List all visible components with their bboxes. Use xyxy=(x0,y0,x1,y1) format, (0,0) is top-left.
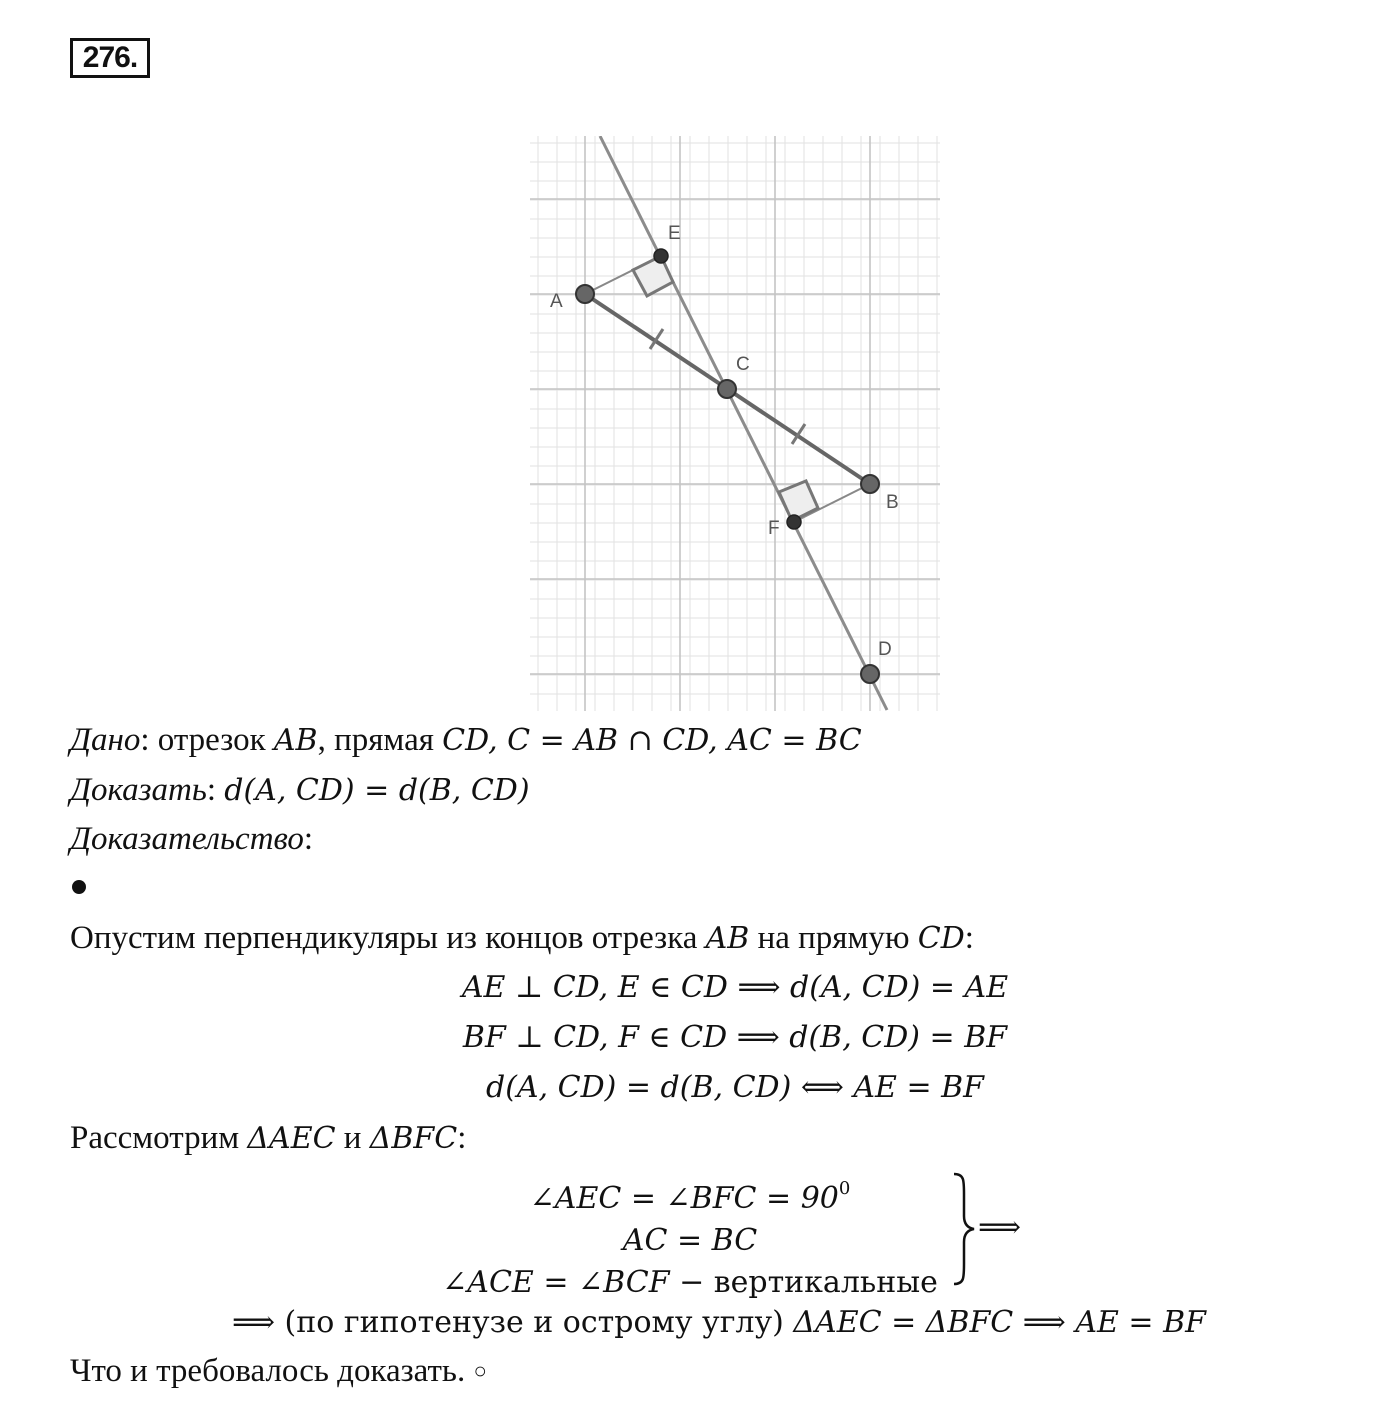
step2-text-2: и xyxy=(335,1120,370,1156)
equation-1: AE ⊥ CD, E ∈ CD ⟹ d(A, CD) = AE xyxy=(461,970,1009,1005)
grid-major xyxy=(530,136,940,711)
given-line xyxy=(70,720,862,761)
point-c xyxy=(718,380,736,398)
right-brace xyxy=(950,1170,976,1288)
label-c: C xyxy=(736,354,750,375)
problem-number: 276. xyxy=(70,38,150,78)
prove-label: Доказать xyxy=(70,772,207,808)
given-text-2: , прямая xyxy=(317,722,443,758)
step2-text-3: : xyxy=(457,1120,467,1156)
given-math-1: AB xyxy=(273,723,318,758)
proof-text: : xyxy=(303,821,314,857)
point-a xyxy=(576,285,594,303)
bullet-point xyxy=(72,880,86,894)
system-row-2: AC = BC xyxy=(622,1223,758,1258)
right-angle-e xyxy=(633,256,673,296)
end-line xyxy=(70,1351,487,1391)
step1-text-1: Опустим перпендикуляры из концов отрезка xyxy=(70,920,706,956)
proof-label: Доказательство xyxy=(70,821,304,857)
proof-line xyxy=(70,819,313,859)
given-label: Дано xyxy=(70,722,141,758)
step1-line xyxy=(70,918,974,959)
point-d xyxy=(861,665,879,683)
point-f xyxy=(787,515,801,529)
equation-2: BF ⊥ CD, F ∈ CD ⟹ d(B, CD) = BF xyxy=(462,1020,1008,1055)
system-row-3-text: − вертикальные xyxy=(669,1265,938,1300)
given-math-2: CD, C = AB ∩ CD, AC = BC xyxy=(442,723,862,758)
step1-text-3: : xyxy=(964,920,974,956)
prove-text: : xyxy=(206,772,225,808)
grid xyxy=(530,136,940,711)
system-row-1-text: ∠AEC = ∠BFC = 90 xyxy=(529,1181,839,1216)
label-e: E xyxy=(668,223,681,244)
conclusion-math: ΔAEC = ΔBFC ⟹ AE = BF xyxy=(793,1305,1206,1340)
prove-math: d(A, CD) = d(B, CD) xyxy=(224,773,530,808)
equation-system xyxy=(420,1168,960,1304)
label-d: D xyxy=(878,639,892,660)
step1-math-2: CD xyxy=(917,921,965,956)
step1-text-2: на прямую xyxy=(749,920,918,956)
step2-math-2: ΔBFC xyxy=(369,1121,458,1156)
step2-text-1: Рассмотрим xyxy=(70,1120,248,1156)
system-row-1 xyxy=(420,1168,960,1220)
label-b: B xyxy=(886,492,899,513)
system-row-3-math: ∠ACE = ∠BCF xyxy=(442,1265,670,1300)
geometry-figure xyxy=(530,136,950,716)
conclusion-text: (по гипотенузе и острому углу) xyxy=(275,1305,794,1340)
given-text-1: : отрезок xyxy=(140,722,274,758)
conclusion-line xyxy=(232,1302,1206,1343)
end-text: Что и требовалось доказать. xyxy=(70,1353,466,1389)
label-a: A xyxy=(550,291,563,312)
prove-line xyxy=(70,770,530,811)
conclusion-arrow: ⟹ xyxy=(232,1305,276,1340)
line-cd xyxy=(600,136,887,710)
system-row-3 xyxy=(420,1262,960,1304)
point-e xyxy=(654,249,668,263)
step2-math-1: ΔAEC xyxy=(247,1121,336,1156)
label-f: F xyxy=(768,518,780,539)
end-mark: ○ xyxy=(473,1358,487,1383)
equation-3: d(A, CD) = d(B, CD) ⟺ AE = BF xyxy=(485,1070,985,1105)
step2-line xyxy=(70,1118,466,1159)
step1-math-1: AB xyxy=(705,921,750,956)
system-implies-arrow: ⟹ xyxy=(978,1210,1022,1245)
system-row-1-sup: 0 xyxy=(838,1178,851,1199)
point-b xyxy=(861,475,879,493)
